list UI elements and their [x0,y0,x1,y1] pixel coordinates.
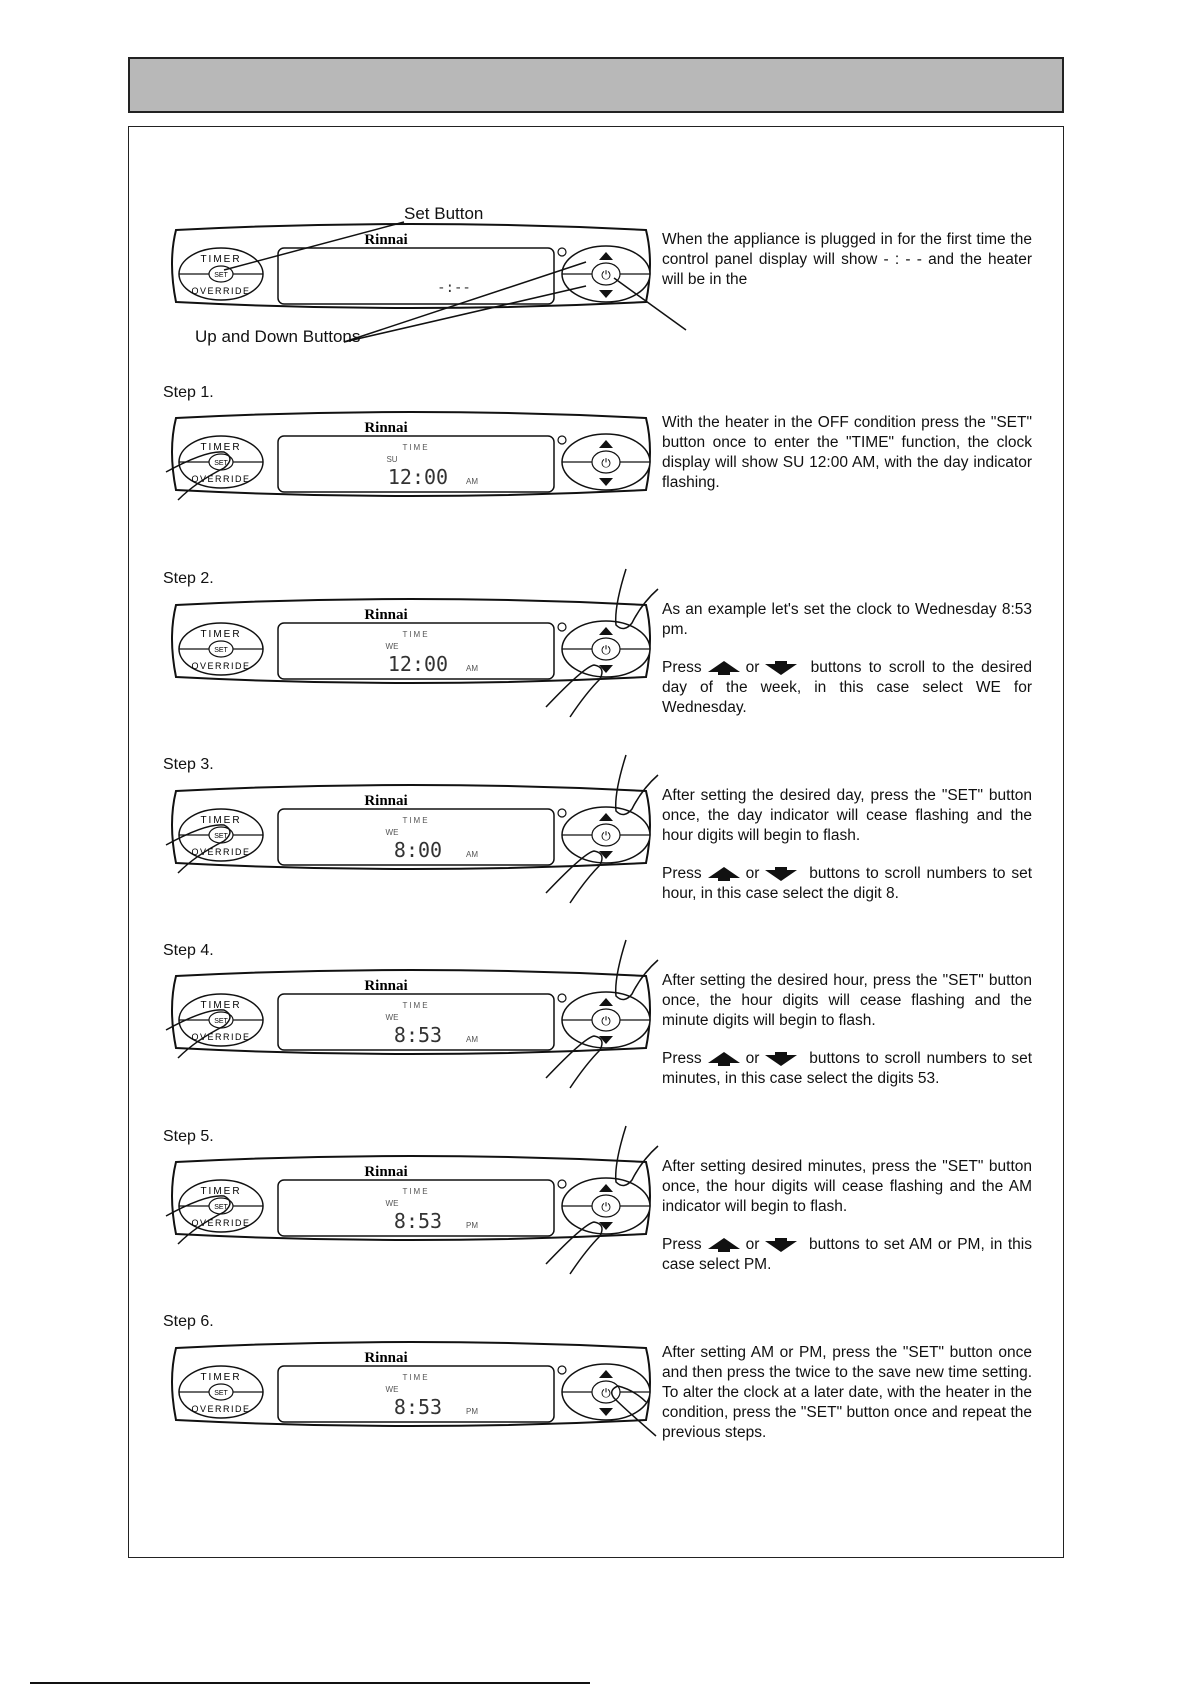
override-label: OVERRIDE [191,661,251,671]
lcd-time-label: TIME [402,1001,430,1010]
control-panel-intro [166,222,656,332]
control-panel-step [166,410,656,510]
step-description [662,971,1032,1089]
lcd-day: WE [385,1013,399,1022]
up-arrow-icon [706,1237,742,1253]
indicator-light [558,1180,566,1188]
footer-rule [30,1682,590,1684]
step-paragraph: After setting the desired day, press the "SET" button once, the day indicator will cease flashing and the hour digits will begin to flash. [662,787,1032,844]
lcd-day: WE [385,1199,399,1208]
lcd-ampm: AM [466,477,478,486]
indicator-light [558,809,566,817]
lcd-clock: 8:53 [393,1023,443,1047]
lcd-clock: 8:53 [393,1395,443,1419]
step-paragraph: After setting AM or PM, press the "SET" button once and then press the twice to the save new time setting. To alter the clock at a later date, with the heater in the condition, press the "SET" button once and repeat the previous steps. [662,1344,1032,1441]
step-paragraph: After setting the desired hour, press the "SET" button once, the hour digits will cease flashing and the minute digits will begin to flash. [662,972,1032,1029]
lcd-display [278,248,554,304]
step-press-instruction: Press or buttons to scroll numbers to set hour, in this case select the digit 8. [662,865,1032,902]
timer-label: TIMER [200,1372,242,1383]
indicator-light [558,994,566,1002]
set-button-callout: Set Button [404,204,484,223]
panel-brand: Rinnai [364,232,408,248]
override-label: OVERRIDE [191,1032,251,1042]
lcd-day: WE [385,642,399,651]
timer-label: TIMER [200,815,242,826]
step-press-instruction: Press or buttons to scroll numbers to set minutes, in this case select the digits 53. [662,1050,1032,1087]
timer-label: TIMER [200,1186,242,1197]
power-icon: ⏻ [601,1014,611,1028]
set-label: SET [214,833,228,840]
set-label: SET [214,1390,228,1397]
step-description [662,1343,1032,1443]
down-arrow-icon [763,1237,799,1253]
lcd-clock: 12:00 [387,465,449,489]
lcd-ampm: PM [466,1407,478,1416]
panel-brand: Rinnai [364,1164,408,1180]
down-arrow-icon [763,866,799,882]
down-arrow-icon [763,1051,799,1067]
control-panel-step [166,597,656,697]
lcd-day: WE [385,828,399,837]
lcd-time-label: TIME [402,816,430,825]
panel-brand: Rinnai [364,420,408,436]
power-icon: ⏻ [601,1386,611,1400]
power-icon: ⏻ [601,829,611,843]
lcd-day: WE [385,1385,399,1394]
lcd-intro-display: -:-- [437,280,471,296]
step-label: Step 3. [163,756,214,773]
up-arrow-icon [706,660,742,676]
lcd-time-label: TIME [402,1373,430,1382]
control-panel-step [166,1340,656,1440]
step-press-instruction: Press or buttons to scroll to the desired day of the week, in this case select WE for Wednesday. [662,659,1032,716]
lcd-time-label: TIME [402,630,430,639]
lcd-ampm: AM [466,664,478,673]
lcd-clock: 12:00 [387,652,449,676]
step-label: Step 5. [163,1128,214,1145]
lcd-clock: 8:00 [393,838,443,862]
up-arrow-icon [706,1051,742,1067]
override-label: OVERRIDE [191,1218,251,1228]
step-label: Step 4. [163,942,214,959]
step-press-instruction: Press or buttons to set AM or PM, in this case select PM. [662,1236,1032,1273]
intro-description [662,230,1032,290]
lcd-day: SU [386,455,398,464]
step-label: Step 2. [163,570,214,587]
override-label: OVERRIDE [191,1404,251,1414]
intro-text: When the appliance is plugged in for the first time the control panel display will show - : - - and the heater will be in the [662,231,1032,288]
set-label: SET [214,460,228,467]
step-description [662,600,1032,718]
timer-label: TIMER [200,629,242,640]
control-panel-step [166,1154,656,1254]
lcd-ampm: PM [466,1221,478,1230]
panel-brand: Rinnai [364,1350,408,1366]
set-label: SET [214,647,228,654]
step-label: Step 6. [163,1313,214,1330]
lcd-time-label: TIME [402,443,430,452]
indicator-light [558,436,566,444]
timer-label: TIMER [200,254,242,265]
set-label: SET [214,1018,228,1025]
up-arrow-icon [706,866,742,882]
override-label: OVERRIDE [191,847,251,857]
set-label: SET [214,1204,228,1211]
control-panel-step [166,968,656,1068]
up-down-buttons-callout: Up and Down Buttons [195,327,361,346]
lcd-ampm: AM [466,850,478,859]
section-header-bar [128,57,1064,113]
override-label: OVERRIDE [191,474,251,484]
control-panel-step [166,783,656,883]
timer-label: TIMER [200,442,242,453]
timer-label: TIMER [200,1000,242,1011]
indicator-light [558,248,566,256]
lcd-time-label: TIME [402,1187,430,1196]
step-paragraph: As an example let's set the clock to Wednesday 8:53 pm. [662,601,1032,638]
down-arrow-icon [763,660,799,676]
step-description [662,413,1032,493]
power-icon: ⏻ [601,1200,611,1214]
step-description [662,786,1032,904]
panel-brand: Rinnai [364,607,408,623]
indicator-light [558,1366,566,1374]
panel-brand: Rinnai [364,793,408,809]
override-label: OVERRIDE [191,286,251,296]
indicator-light [558,623,566,631]
step-paragraph: After setting desired minutes, press the "SET" button once, the hour digits will cease flashing and the AM indicator will begin to flash. [662,1158,1032,1215]
step-paragraph: With the heater in the OFF condition press the "SET" button once to enter the "TIME" function, the clock display will show SU 12:00 AM, with the day indicator flashing. [662,414,1032,491]
lcd-clock: 8:53 [393,1209,443,1233]
lcd-ampm: AM [466,1035,478,1044]
step-label: Step 1. [163,384,214,401]
step-description [662,1157,1032,1275]
set-label: SET [214,272,228,279]
power-icon: ⏻ [601,268,611,282]
panel-brand: Rinnai [364,978,408,994]
power-icon: ⏻ [601,456,611,470]
power-icon: ⏻ [601,643,611,657]
